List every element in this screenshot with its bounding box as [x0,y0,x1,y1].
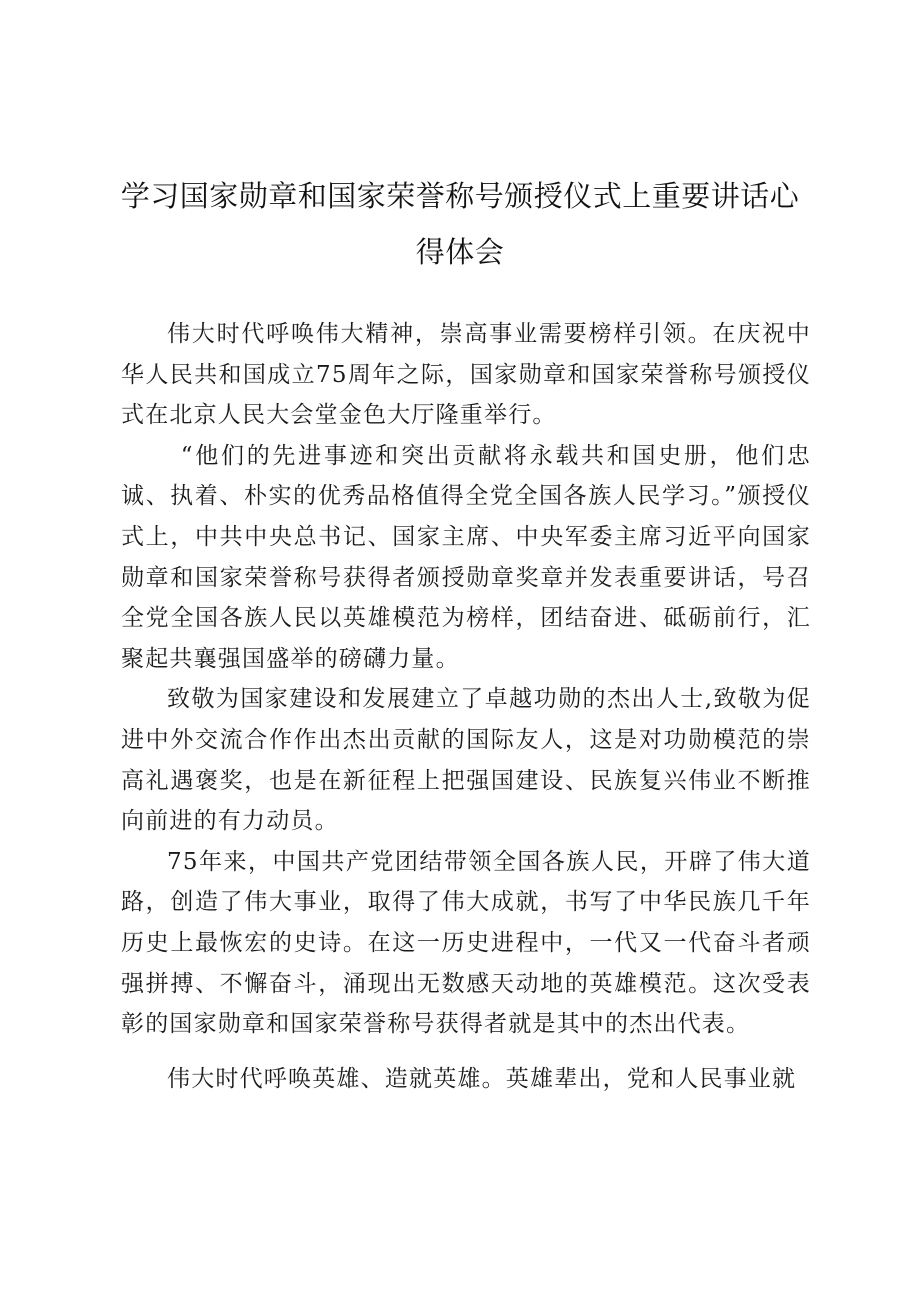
paragraph-quote: “他们的先进事迹和突出贡献将永载共和国史册，他们忠诚、执着、朴实的优秀品格值得全党全国各族人民学习。”颁授仪式上，中共中央总书记、国家主席、中央军委主席习近平向国家勋章和国家荣誉称号获得者颁授勋章奖章并发表重要讲话，号召全党全国各族人民以英雄模范为榜样，团结奋进、砥砺前行，汇聚起共襄强国盛举的磅礴力量。 [121,442,811,672]
paragraph-heroes: 伟大时代呼唤英雄、造就英雄。英雄辈出，党和人民事业就 [167,1065,797,1092]
document-title: 学习国家勋章和国家荣誉称号颁授仪式上重要讲话心得体会 [120,179,800,269]
paragraph-history: 75年来，中国共产党团结带领全国各族人民，开辟了伟大道路，创造了伟大事业，取得了伟大成就，书写了中华民族几千年历史上最恢宏的史诗。在这一历史进程中，一代又一代奋斗者顽强拼搏、不懈奋斗，涌现出无数感天动地的英雄模范。这次受表彰的国家勋章和国家荣誉称号获得者就是其中的杰出代表。 [121,848,811,1038]
paragraph-intro: 伟大时代呼唤伟大精神，崇高事业需要榜样引领。在庆祝中华人民共和国成立75周年之际，国家勋章和国家荣誉称号颁授仪式在北京人民大会堂金色大厅隆重举行。 [121,321,811,429]
document-body [121,314,811,1099]
paragraph-tribute: 致敬为国家建设和发展建立了卓越功勋的杰出人士,致敬为促进中外交流合作作出杰出贡献的国际友人，这是对功勋模范的崇高礼遇褒奖，也是在新征程上把强国建设、民族复兴伟业不断推向前进的有力动员。 [121,686,811,835]
